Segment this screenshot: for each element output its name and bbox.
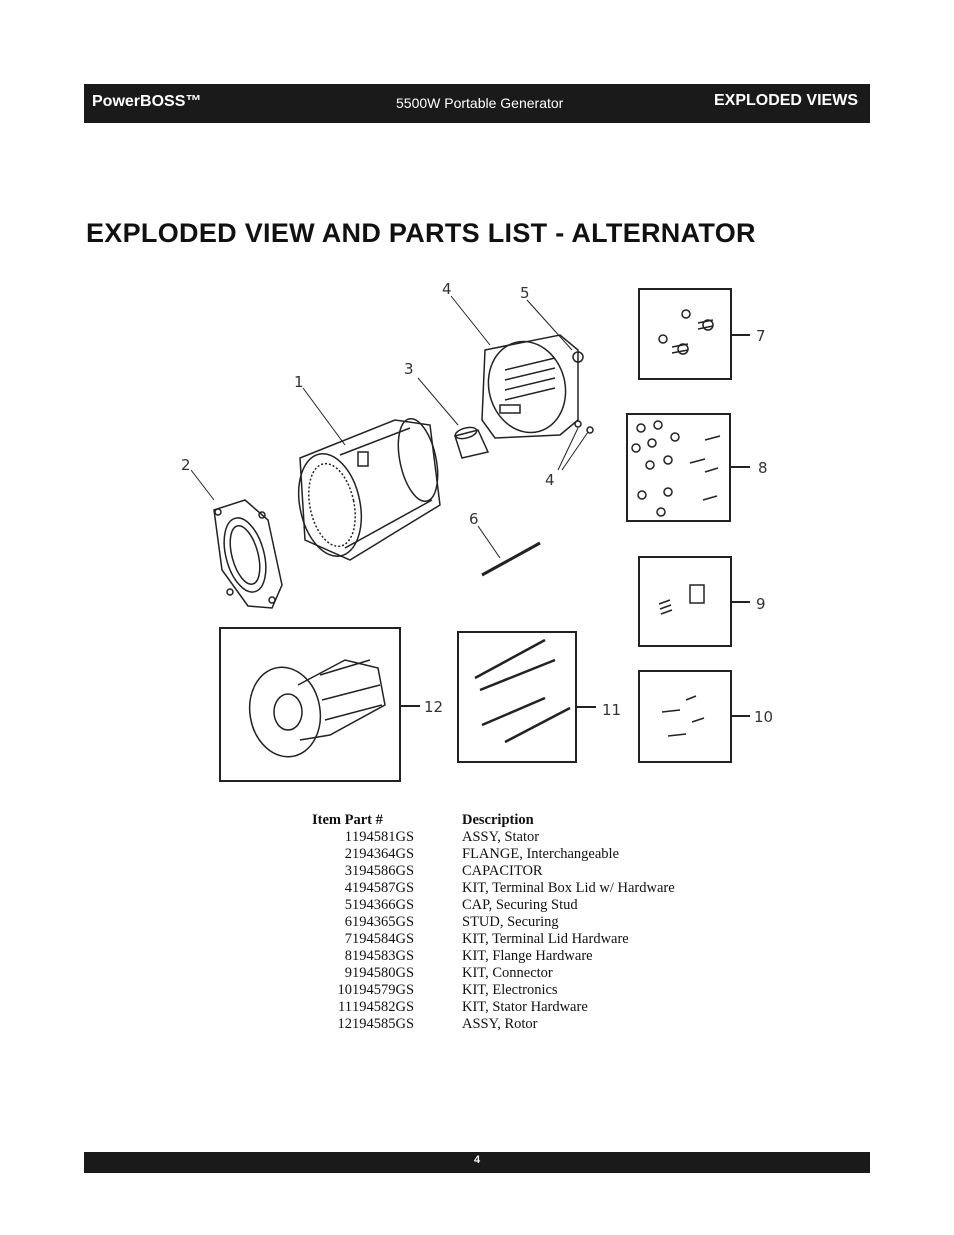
brand-name: PowerBOSS™ — [92, 93, 202, 110]
part-number: 194583GS — [352, 948, 415, 964]
header-description: Description — [462, 811, 534, 828]
table-row — [312, 1016, 675, 1033]
parts-list-table — [312, 811, 675, 1033]
table-row — [312, 829, 675, 846]
table-row — [312, 897, 675, 914]
callout-label: 4 — [442, 280, 452, 298]
part-number: 194587GS — [352, 880, 415, 896]
part-description: STUD, Securing — [462, 914, 559, 930]
terminal-box-lid-part — [478, 333, 578, 442]
part-description: KIT, Stator Hardware — [462, 999, 588, 1015]
callout-label: 8 — [758, 459, 768, 477]
box-connector-kit — [639, 557, 750, 646]
part-description: ASSY, Stator — [462, 829, 540, 845]
capacitor-part — [454, 425, 488, 458]
part-number: 194581GS — [352, 829, 415, 845]
item-number: 10 — [337, 982, 352, 998]
table-row — [312, 914, 675, 931]
item-number: 4 — [344, 880, 352, 896]
stator-part — [290, 415, 444, 562]
item-number: 1 — [344, 829, 352, 845]
item-number: 9 — [344, 965, 352, 981]
callout-label: 3 — [404, 360, 414, 378]
product-subtitle: 5500W Portable Generator — [396, 95, 564, 111]
item-number: 7 — [344, 931, 352, 947]
section-title: EXPLODED VIEWS — [713, 92, 858, 109]
part-description: KIT, Terminal Box Lid w/ Hardware — [462, 880, 675, 896]
part-description: CAP, Securing Stud — [462, 897, 578, 913]
table-header-row — [312, 811, 675, 829]
part-description: KIT, Electronics — [462, 982, 558, 998]
part-description: FLANGE, Interchangeable — [462, 846, 620, 862]
callout-label: 6 — [469, 510, 479, 528]
securing-stud-part — [482, 543, 540, 575]
table-row — [312, 982, 675, 999]
box-flange-hardware — [627, 414, 750, 521]
part-number: 194585GS — [352, 1016, 415, 1032]
item-number: 2 — [344, 846, 352, 862]
part-number: 194580GS — [352, 965, 415, 981]
box-stator-hardware — [458, 632, 596, 762]
callout-label: 5 — [520, 284, 530, 302]
table-row — [312, 863, 675, 880]
table-row — [312, 846, 675, 863]
item-number: 8 — [344, 948, 352, 964]
callout-label: 9 — [756, 595, 766, 613]
table-row — [312, 999, 675, 1016]
table-row — [312, 965, 675, 982]
flange-part — [214, 500, 282, 608]
callout-label: 7 — [756, 327, 766, 345]
footer-bar — [84, 1152, 870, 1173]
part-number: 194584GS — [352, 931, 415, 947]
box-terminal-lid-hardware — [639, 289, 750, 379]
item-number: 6 — [344, 914, 352, 930]
callout-label: 4 — [545, 471, 555, 489]
page-title: EXPLODED VIEW AND PARTS LIST - ALTERNATOR — [86, 218, 756, 248]
part-description: ASSY, Rotor — [462, 1016, 538, 1032]
part-number: 194582GS — [352, 999, 415, 1015]
item-number: 12 — [337, 1016, 352, 1032]
callout-label: 2 — [181, 456, 191, 474]
item-number: 5 — [344, 897, 352, 913]
box-electronics-kit — [639, 671, 750, 762]
item-number: 11 — [338, 999, 352, 1015]
callout-label: 12 — [424, 698, 444, 716]
part-number: 194364GS — [352, 846, 415, 862]
header-item-part: Item Part # — [312, 811, 383, 828]
part-description: KIT, Terminal Lid Hardware — [462, 931, 629, 947]
box-rotor-assembly — [220, 628, 420, 781]
page-number: 4 — [473, 1154, 481, 1166]
callout-label: 10 — [754, 708, 774, 726]
part-number: 194586GS — [352, 863, 415, 879]
table-row — [312, 880, 675, 897]
lid-screws-part — [575, 421, 593, 433]
part-number: 194365GS — [352, 914, 415, 930]
part-description: KIT, Flange Hardware — [462, 948, 593, 964]
callout-label: 11 — [602, 701, 622, 719]
part-number: 194366GS — [352, 897, 415, 913]
part-description: CAPACITOR — [462, 863, 543, 879]
table-row — [312, 948, 675, 965]
item-number: 3 — [344, 863, 352, 879]
part-number: 194579GS — [352, 982, 415, 998]
table-row — [312, 931, 675, 948]
callout-label: 1 — [294, 373, 304, 391]
part-description: KIT, Connector — [462, 965, 553, 981]
